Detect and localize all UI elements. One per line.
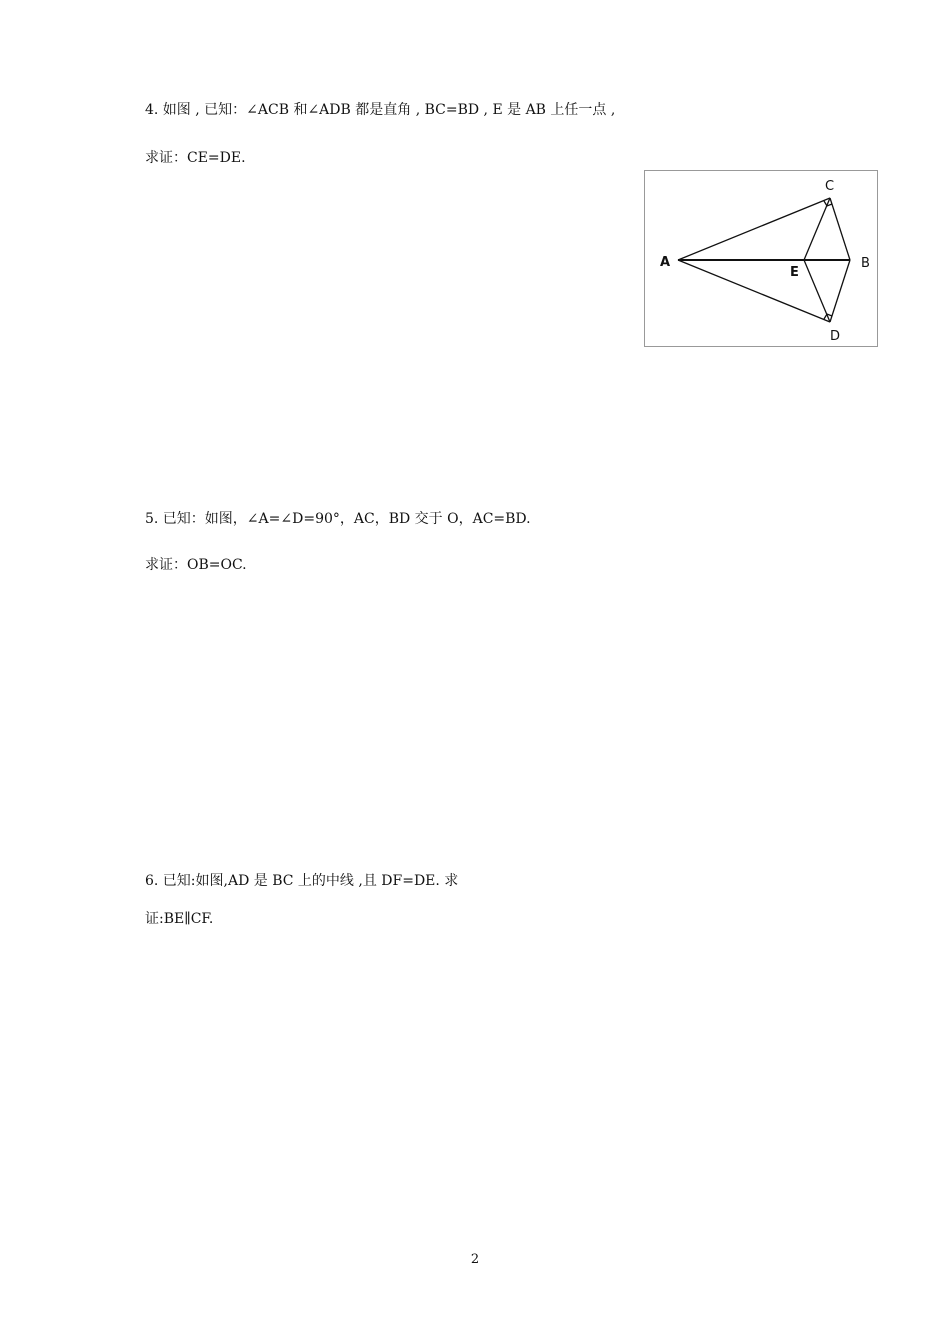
label-e: E xyxy=(790,265,799,280)
label-a: A xyxy=(660,255,671,270)
geometry-diagram xyxy=(644,170,878,347)
problem-6-prove: 证:BE∥CF. xyxy=(145,911,214,927)
problem-6-statement: 6. 已知:如图,AD 是 BC 上的中线 ,且 DF=DE. 求 xyxy=(145,873,459,889)
problem-5-prove: 求证：OB=OC. xyxy=(145,557,247,573)
problem-5-statement: 5. 已知：如图，∠A=∠D=90°，AC，BD 交于 O，AC=BD. xyxy=(145,511,531,527)
problem-4-statement: 4. 如图 , 已知：∠ACB 和∠ADB 都是直角 , BC=BD , E 是 AB 上任一点 , xyxy=(145,102,616,118)
figure-border xyxy=(645,171,878,347)
problem-4-prove: 求证：CE=DE. xyxy=(145,150,246,166)
label-c: C xyxy=(825,179,835,194)
problem-4-figure xyxy=(644,170,878,347)
label-d: D xyxy=(830,329,841,344)
label-b: B xyxy=(861,256,870,271)
page-number: 2 xyxy=(470,1252,480,1267)
